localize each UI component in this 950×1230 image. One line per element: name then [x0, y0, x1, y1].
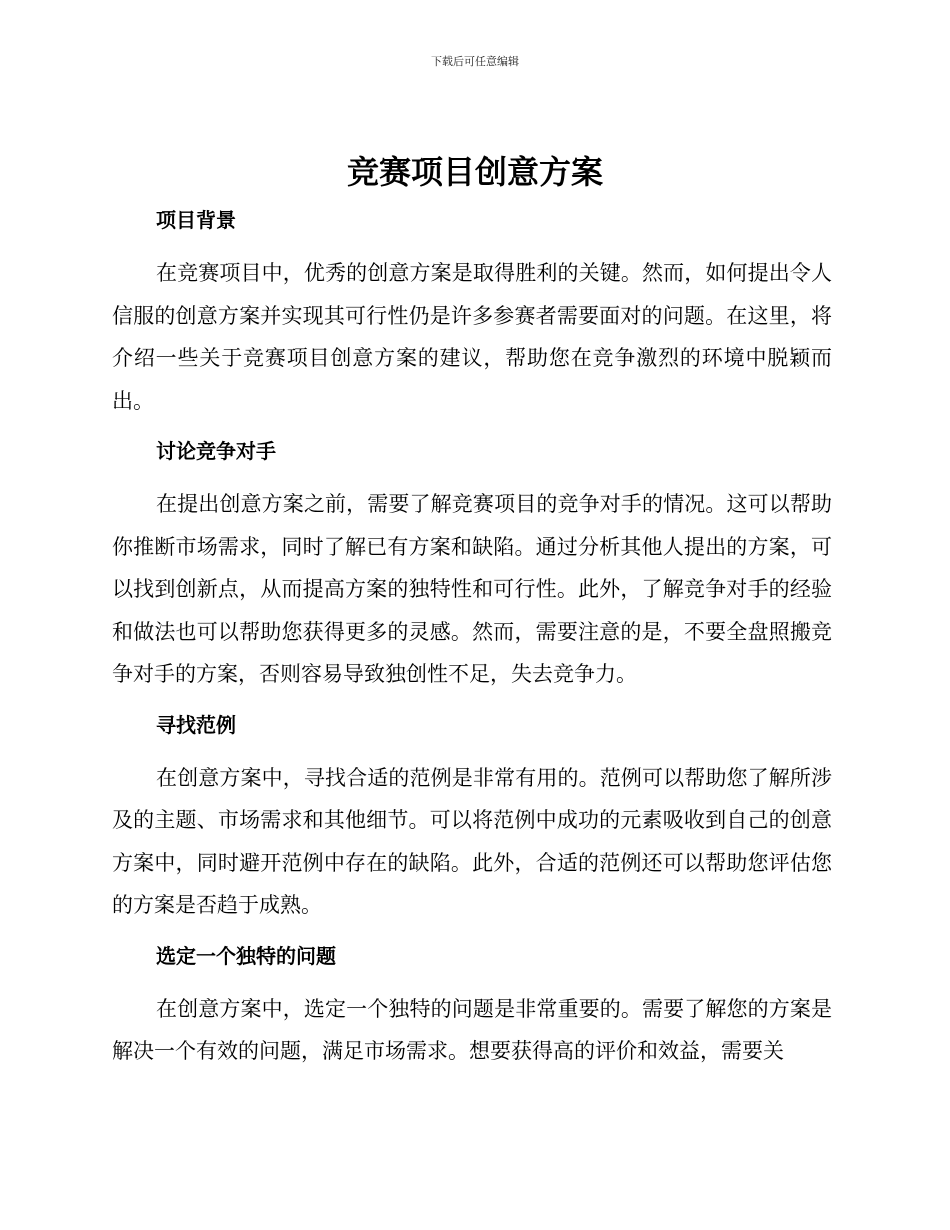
section-heading-examples: 寻找范例: [156, 712, 236, 737]
section-heading-unique-problem: 选定一个独特的问题: [156, 943, 336, 968]
section-paragraph-unique-problem: 在创意方案中，选定一个独特的问题是非常重要的。需要了解您的方案是解决一个有效的问题，满足市场需求。想要获得高的评价和效益，需要关: [112, 996, 832, 1063]
section-paragraph-background: 在竞赛项目中，优秀的创意方案是取得胜利的关键。然而，如何提出令人信服的创意方案并实现其可行性仍是许多参赛者需要面对的问题。在这里，将介绍一些关于竞赛项目创意方案的建议，帮助您在竞争激烈的环境中脱颖而出。: [112, 261, 832, 413]
section-paragraph-competitors: 在提出创意方案之前，需要了解竞赛项目的竞争对手的情况。这可以帮助你推断市场需求，同时了解已有方案和缺陷。通过分析其他人提出的方案，可以找到创新点，从而提高方案的独特性和可行性。此外，了解竞争对手的经验和做法也可以帮助您获得更多的灵感。然而，需要注意的是，不要全盘照搬竞争对手的方案，否则容易导致独创性不足，失去竞争力。: [112, 492, 832, 686]
document-body: [112, 201, 832, 1083]
document-title: 竞赛项目创意方案: [346, 153, 603, 191]
section-paragraph-examples: 在创意方案中，寻找合适的范例是非常有用的。范例可以帮助您了解所涉及的主题、市场需求和其他细节。可以将范例中成功的元素吸收到自己的创意方案中，同时避开范例中存在的缺陷。此外，合适的范例还可以帮助您评估您的方案是否趋于成熟。: [112, 765, 832, 917]
section-heading-competitors: 讨论竞争对手: [156, 439, 276, 463]
section-heading-background: 项目背景: [156, 208, 236, 232]
page-header-note: 下载后可任意编辑: [431, 55, 519, 68]
